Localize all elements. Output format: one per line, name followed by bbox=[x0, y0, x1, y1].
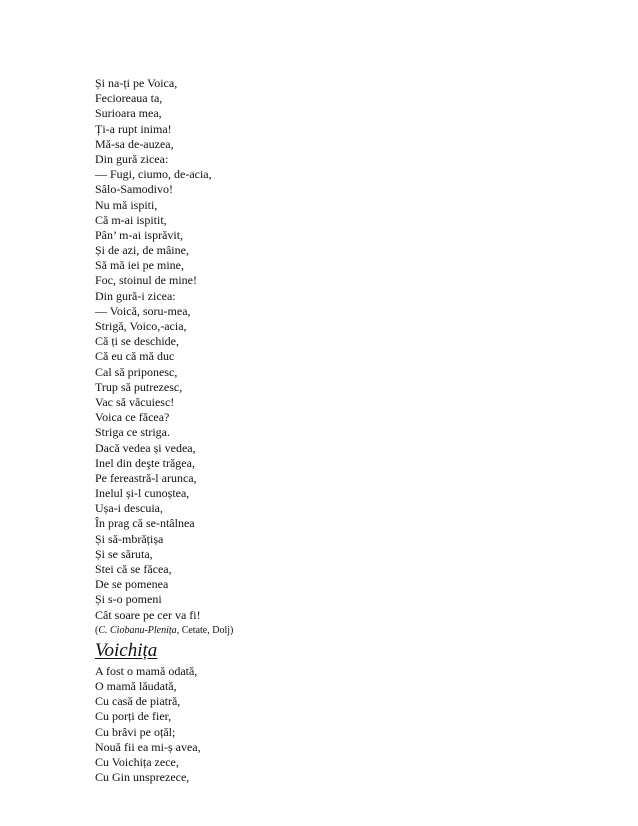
source-open: ( bbox=[95, 624, 99, 636]
verse-line: Nouă fii ea mi-ș avea, bbox=[95, 739, 201, 754]
verse-line: A fost o mamă odată, bbox=[95, 663, 198, 678]
verse-line: Ți-a rupt inima! bbox=[95, 121, 172, 136]
verse-line: Foc, stoinul de mine! bbox=[95, 273, 197, 288]
verse-line: Cal să priponesc, bbox=[95, 364, 178, 379]
verse-line: Ușa-i descuia, bbox=[95, 501, 163, 516]
verse-line: Și na-ți pe Voica, bbox=[95, 76, 178, 90]
verse-line: Și să-mbrățișa bbox=[95, 531, 164, 546]
verse-line: Pe fereastră-l arunca, bbox=[95, 470, 197, 485]
verse-line: Din gură zicea: bbox=[95, 151, 169, 166]
poem-title: Voichița bbox=[95, 639, 158, 661]
verse-line: Că eu că mă duc bbox=[95, 349, 175, 364]
poem-source-citation bbox=[95, 623, 575, 639]
verse-line: Dacă vedea și vedea, bbox=[95, 440, 196, 455]
verse-line: Cât soare pe cer va fi! bbox=[95, 607, 201, 622]
verse-line: Cu Gin unsprezece, bbox=[95, 770, 190, 785]
poem-verses bbox=[95, 664, 575, 786]
verse-line: — Fugi, ciumo, de-acia, bbox=[95, 167, 212, 182]
verse-line: O mamă lăudată, bbox=[95, 678, 177, 693]
verse-line: Că m-ai ispitit, bbox=[95, 212, 167, 227]
verse-line: Pân’ m-ai isprăvit, bbox=[95, 227, 184, 242]
verse-line: Striga ce striga. bbox=[95, 425, 170, 440]
verse-line: Trup să putrezesc, bbox=[95, 379, 183, 394]
verse-line: Mă-sa de-auzea, bbox=[95, 136, 174, 151]
verse-line: Stei că se făcea, bbox=[95, 562, 172, 576]
verse-line: Vac să văcuiesc! bbox=[95, 394, 175, 409]
verse-line: Inel din deşte trăgea, bbox=[95, 455, 195, 470]
verse-line: Voica ce făcea? bbox=[95, 410, 170, 425]
verse-line: Sâlo-Samodivo! bbox=[95, 182, 173, 197]
verse-line: Și de azi, de mâine, bbox=[95, 243, 189, 258]
verse-line: Nu mă ispiti, bbox=[95, 197, 158, 212]
verse-line: Să mă iei pe mine, bbox=[95, 258, 184, 273]
source-author: C. Ciobanu-Plenița bbox=[98, 624, 177, 636]
verse-line: Strigă, Voico,-acia, bbox=[95, 319, 187, 333]
verse-line: — Voică, soru-mea, bbox=[95, 303, 191, 318]
verse-line: Fecioreaua ta, bbox=[95, 91, 163, 106]
verse-line: Surioara mea, bbox=[95, 106, 162, 121]
verse-line: Că ți se deschide, bbox=[95, 334, 179, 349]
verse-line: În prag că se-ntâlnea bbox=[95, 516, 195, 531]
verse-line: Cu porți de fier, bbox=[95, 709, 172, 724]
verse-line: De se pomenea bbox=[95, 577, 169, 592]
verse-line: Din gură-i zicea: bbox=[95, 288, 176, 303]
verse-line: Cu Voichița zece, bbox=[95, 754, 179, 769]
poem-verses bbox=[95, 76, 575, 623]
verse-line: Cu brâvi pe oțăl; bbox=[95, 724, 176, 739]
verse-line: Cu casă de piatră, bbox=[95, 694, 181, 709]
verse-line: Și s-o pomeni bbox=[95, 592, 162, 607]
page-content bbox=[95, 76, 575, 785]
verse-line: Și se săruta, bbox=[95, 546, 153, 561]
verse-line: Inelul și-l cunoștea, bbox=[95, 486, 190, 501]
source-place: , Cetate, Dolj) bbox=[176, 624, 234, 636]
